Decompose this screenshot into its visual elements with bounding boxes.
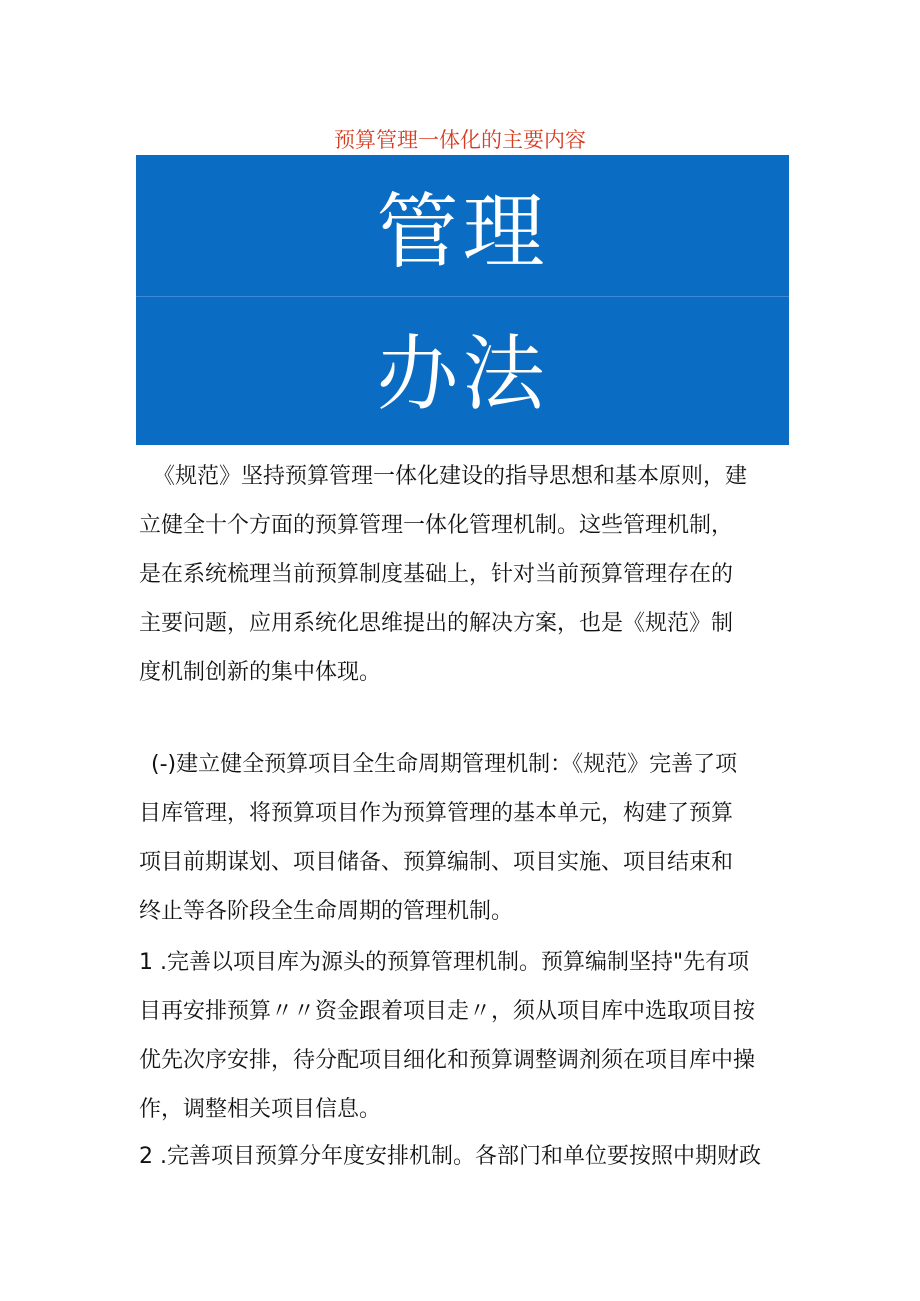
- text-line: 2 .完善项目预算分年度安排机制。各部门和单位要按照中期财政: [139, 1144, 761, 1169]
- text-line: 目库管理，将预算项目作为预算管理的基本单元，构建了预算: [139, 801, 734, 826]
- text-line: 优先次序安排，待分配项目细化和预算调整调剂须在项目库中操: [139, 1048, 756, 1073]
- text-line: 立健全十个方面的预算管理一体化管理机制。这些管理机制，: [139, 513, 734, 538]
- paragraph-item-1: [139, 938, 799, 1134]
- paragraph-intro: [139, 452, 799, 697]
- paragraph-section-1: [139, 740, 799, 936]
- banner-divider: [136, 296, 789, 297]
- text-line: 作，调整相关项目信息。: [139, 1097, 382, 1122]
- banner: [136, 155, 789, 445]
- text-line: (-)建立健全预算项目全生命周期管理机制：《规范》完善了项: [151, 752, 738, 777]
- text-line: 主要问题，应用系统化思维提出的解决方案，也是《规范》制: [139, 611, 734, 636]
- text-line: 《规范》坚持预算管理一体化建设的指导思想和基本原则，建: [153, 464, 748, 489]
- banner-line-2: 办法: [376, 327, 549, 422]
- text-line: 终止等各阶段全生命周期的管理机制。: [139, 899, 514, 924]
- text-line: 度机制创新的集中体现。: [139, 660, 382, 685]
- document-title: 预算管理一体化的主要内容: [334, 128, 586, 152]
- text-line: 目再安排预算〃〃资金跟着项目走〃，须从项目库中选取项目按: [139, 999, 756, 1024]
- paragraph-item-2: [139, 1132, 799, 1181]
- text-line: 1 .完善以项目库为源头的预算管理机制。预算编制坚持"先有项: [139, 950, 750, 975]
- text-line: 项目前期谋划、项目储备、预算编制、项目实施、项目结束和: [139, 850, 734, 875]
- text-line: 是在系统梳理当前预算制度基础上，针对当前预算管理存在的: [139, 562, 734, 587]
- banner-line-1: 管理: [376, 185, 549, 280]
